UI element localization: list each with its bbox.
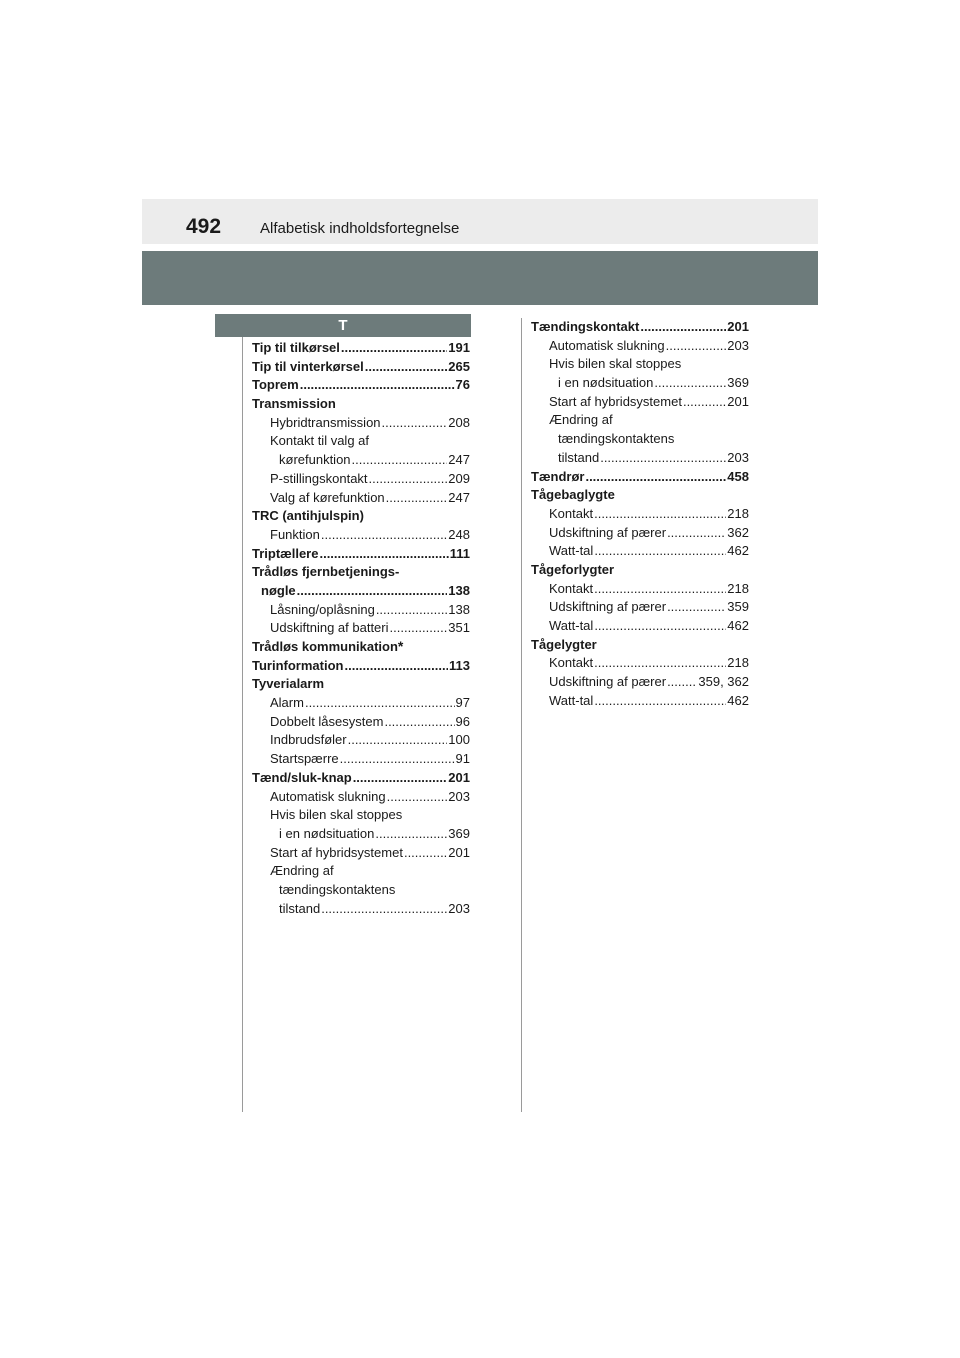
index-entry (531, 673, 749, 692)
index-entry-term: Hvis bilen skal stoppes (270, 807, 403, 823)
index-entry-term: tilstand (279, 900, 321, 916)
index-entry-term: Tændingskontakt (531, 319, 640, 334)
index-entry-term: Trådløs fjernbetjenings- (252, 564, 400, 580)
dot-leader (365, 358, 448, 377)
index-entry-page[interactable]: 191 (448, 340, 470, 355)
index-entry (531, 355, 749, 374)
index-entry (531, 449, 749, 468)
dot-leader (594, 505, 726, 524)
index-entry (252, 432, 470, 451)
index-entry-term: kørefunktion (279, 452, 351, 468)
index-entry-term: Alarm (270, 695, 304, 711)
index-entry-page[interactable]: 462 (727, 692, 749, 708)
index-entry-page[interactable]: 111 (449, 545, 470, 561)
chapter-band (142, 251, 818, 305)
index-entry (531, 692, 749, 711)
dot-leader (348, 731, 448, 750)
index-entry-page[interactable]: 96 (455, 713, 470, 729)
index-entry-term: Valg af kørefunktion (270, 489, 385, 505)
index-column-right (531, 318, 749, 710)
dot-leader (594, 580, 726, 599)
index-entry: Trådløs kommunikation * (252, 638, 470, 657)
index-entry-term: Start af hybridsystemet (270, 844, 403, 860)
dot-leader (594, 692, 726, 711)
dot-leader (353, 769, 448, 788)
index-entry (531, 580, 749, 599)
index-entry-term: Tågelygter (531, 636, 597, 652)
index-entry-term: Tyverialarm (252, 676, 325, 692)
dot-leader (683, 393, 726, 412)
index-entry-term: Låsning/oplåsning (270, 601, 375, 617)
dot-leader (321, 900, 447, 919)
index-entry (252, 507, 470, 526)
index-entry (531, 636, 749, 655)
section-title: Alfabetisk indholdsfortegnelse (260, 220, 460, 237)
dot-leader (667, 673, 697, 692)
dot-leader (340, 750, 455, 769)
index-entry-page[interactable]: 113 (449, 657, 470, 673)
index-entry (252, 395, 470, 414)
index-entry (531, 393, 749, 412)
index-entry (531, 411, 749, 430)
index-entry (252, 844, 470, 863)
dot-leader (386, 489, 448, 508)
index-entry (531, 524, 749, 543)
index-entry-term: Watt-tal (549, 618, 594, 633)
dot-leader (300, 376, 455, 395)
index-entry-page[interactable]: 138 (448, 601, 470, 617)
index-entry-term: Dobbelt låsesystem (270, 713, 384, 729)
index-entry (252, 900, 470, 919)
index-entry-page[interactable]: 97 (455, 695, 470, 711)
index-entry-term: Kontakt (549, 580, 594, 596)
index-entry (531, 617, 749, 636)
index-entry-term: Tågeforlygter (531, 561, 615, 577)
index-entry-term: Funktion (270, 526, 320, 542)
index-entry (252, 601, 470, 620)
dot-leader (376, 601, 447, 620)
index-entry (252, 414, 470, 433)
index-entry-term: Toprem (252, 377, 299, 393)
index-entry-term: P-stillingskontakt (270, 470, 368, 486)
index-entry-term: Tip til vinterkørsel (252, 358, 364, 374)
dot-leader (585, 468, 726, 487)
index-entry (252, 470, 470, 489)
index-entry-term: Tænd/sluk-knap (252, 769, 352, 785)
index-entry-page[interactable]: 76 (455, 377, 470, 393)
index-entry-term: Turinformation (252, 657, 344, 673)
index-entry-term: Hybridtransmission (270, 414, 381, 430)
index-entry-page[interactable]: 209 (448, 470, 470, 486)
index-entry-term: Automatisk slukning (270, 788, 386, 804)
index-entry (252, 376, 470, 395)
index-entry (252, 526, 470, 545)
dot-leader (667, 598, 726, 617)
index-entry (252, 339, 470, 358)
index-entry-page[interactable]: 203 (448, 900, 470, 916)
index-entry-term: Trådløs kommunikation (252, 639, 398, 654)
index-entry (252, 563, 470, 582)
index-entry-page[interactable]: 362 (727, 524, 749, 540)
index-entry-page[interactable]: 203 (448, 788, 470, 804)
index-entry (252, 657, 470, 676)
index-entry-page[interactable]: 218 (727, 655, 749, 671)
index-entry-page[interactable]: 247 (448, 452, 470, 468)
index-entry (252, 825, 470, 844)
index-entry (531, 654, 749, 673)
index-entry-term: Indbrudsføler (270, 732, 347, 748)
index-entry-term: Triptællere (252, 545, 319, 561)
index-entry-term: Tændrør (531, 468, 585, 484)
dot-leader (667, 524, 726, 543)
dot-leader (384, 713, 454, 732)
dot-leader (600, 449, 726, 468)
dot-leader (352, 451, 448, 470)
index-entry (531, 561, 749, 580)
index-entry-term: tilstand (558, 449, 600, 465)
index-entry (252, 731, 470, 750)
index-entry-page[interactable]: 369 (727, 375, 749, 391)
dot-leader (640, 318, 726, 337)
index-entry (252, 788, 470, 807)
index-entry-term: tændingskontaktens (279, 881, 396, 897)
index-entry (531, 542, 749, 561)
dot-leader (341, 339, 447, 358)
index-entry-term: Ændring af (549, 412, 613, 428)
index-entry (531, 468, 749, 487)
index-entry-page[interactable]: 462 (727, 543, 749, 559)
index-entry-page[interactable]: 218 (727, 505, 749, 521)
index-entry (531, 337, 749, 356)
index-entry-page[interactable]: 201 (727, 393, 749, 409)
index-entry-page[interactable]: 265 (448, 358, 470, 374)
index-entry-page[interactable]: 203 (727, 337, 749, 353)
dot-leader (594, 542, 726, 561)
index-entry (252, 675, 470, 694)
index-entry-page[interactable]: 248 (448, 526, 470, 542)
index-entry-term: Ændring af (270, 863, 334, 879)
index-entry (252, 713, 470, 732)
index-entry-term: Start af hybridsystemet (549, 393, 682, 409)
index-entry (252, 489, 470, 508)
index-entry-page[interactable]: 208 (448, 414, 470, 430)
index-entry-page[interactable]: 203 (727, 449, 749, 465)
dot-leader (305, 694, 455, 713)
index-letter-heading: T (215, 314, 471, 337)
index-entry-term: Startspærre (270, 751, 339, 767)
index-entry-term: Udskiftning af pærer (549, 524, 667, 540)
index-entry-page[interactable]: 138 (448, 582, 470, 598)
index-entry-page[interactable]: 201 (448, 844, 470, 860)
dot-leader (594, 654, 726, 673)
dot-leader (594, 617, 726, 636)
index-entry (252, 358, 470, 377)
dot-leader (321, 526, 447, 545)
index-entry-page[interactable]: 458 (727, 468, 749, 484)
index-entry (252, 806, 470, 825)
index-entry-page[interactable]: 201 (448, 769, 470, 785)
right-column-rule (521, 318, 522, 1112)
index-entry-page[interactable]: 91 (455, 751, 470, 767)
index-entry-page[interactable]: 201 (727, 319, 749, 334)
index-column-left (252, 339, 470, 918)
index-entry-term: tændingskontaktens (558, 431, 675, 447)
index-entry-page[interactable]: 247 (448, 489, 470, 505)
left-column-rule (242, 337, 243, 1112)
dot-leader (319, 545, 448, 564)
index-entry-term: Udskiftning af pærer (549, 599, 667, 615)
index-entry (252, 750, 470, 769)
dot-leader (344, 657, 448, 676)
dot-leader (297, 582, 448, 601)
index-entry (531, 374, 749, 393)
index-entry-term: nøgle (261, 582, 296, 598)
index-entry-term: i en nødsituation (279, 825, 375, 841)
index-entry-page[interactable]: 359, 362 (698, 674, 749, 690)
index-entry-term: TRC (antihjulspin) (252, 508, 364, 524)
index-entry (531, 486, 749, 505)
dot-leader (666, 337, 727, 356)
index-entry (531, 505, 749, 524)
index-entry-term: Udskiftning af pærer (549, 674, 667, 690)
index-entry-page[interactable]: 351 (448, 620, 470, 636)
index-entry (252, 769, 470, 788)
index-entry-term: Tågebaglygte (531, 487, 615, 503)
index-entry-page[interactable]: 369 (448, 825, 470, 841)
index-entry-term: Udskiftning af batteri (270, 620, 389, 636)
dot-leader (369, 470, 448, 489)
index-entry-term: Tip til tilkørsel (252, 340, 340, 355)
index-entry-term: Transmission (252, 396, 336, 412)
index-entry (531, 318, 749, 337)
index-entry (531, 598, 749, 617)
index-entry-term: Hvis bilen skal stoppes (549, 356, 682, 372)
index-entry-page[interactable]: 218 (727, 580, 749, 596)
dot-leader (382, 414, 448, 433)
index-entry (252, 881, 470, 900)
index-entry (252, 862, 470, 881)
header-band (142, 199, 818, 244)
index-entry-page[interactable]: 462 (727, 618, 749, 633)
index-entry-term: Automatisk slukning (549, 337, 665, 353)
index-entry-term: Watt-tal (549, 543, 594, 559)
index-entry (252, 619, 470, 638)
index-entry (252, 694, 470, 713)
index-entry-term: Kontakt til valg af (270, 433, 369, 449)
index-entry-term: Kontakt (549, 505, 594, 521)
index-entry-term: Watt-tal (549, 692, 594, 708)
index-entry-page[interactable]: 100 (448, 732, 470, 748)
dot-leader (390, 619, 448, 638)
index-entry (531, 430, 749, 449)
dot-leader (654, 374, 726, 393)
index-entry (252, 582, 470, 601)
index-entry (252, 451, 470, 470)
index-entry (252, 545, 470, 564)
dot-leader (375, 825, 447, 844)
page-number: 492 (186, 215, 222, 238)
dot-leader (404, 844, 447, 863)
index-entry-page[interactable]: 359 (727, 599, 749, 615)
dot-leader (387, 788, 448, 807)
index-entry-term: Kontakt (549, 655, 594, 671)
index-entry-term: i en nødsituation (558, 375, 654, 391)
